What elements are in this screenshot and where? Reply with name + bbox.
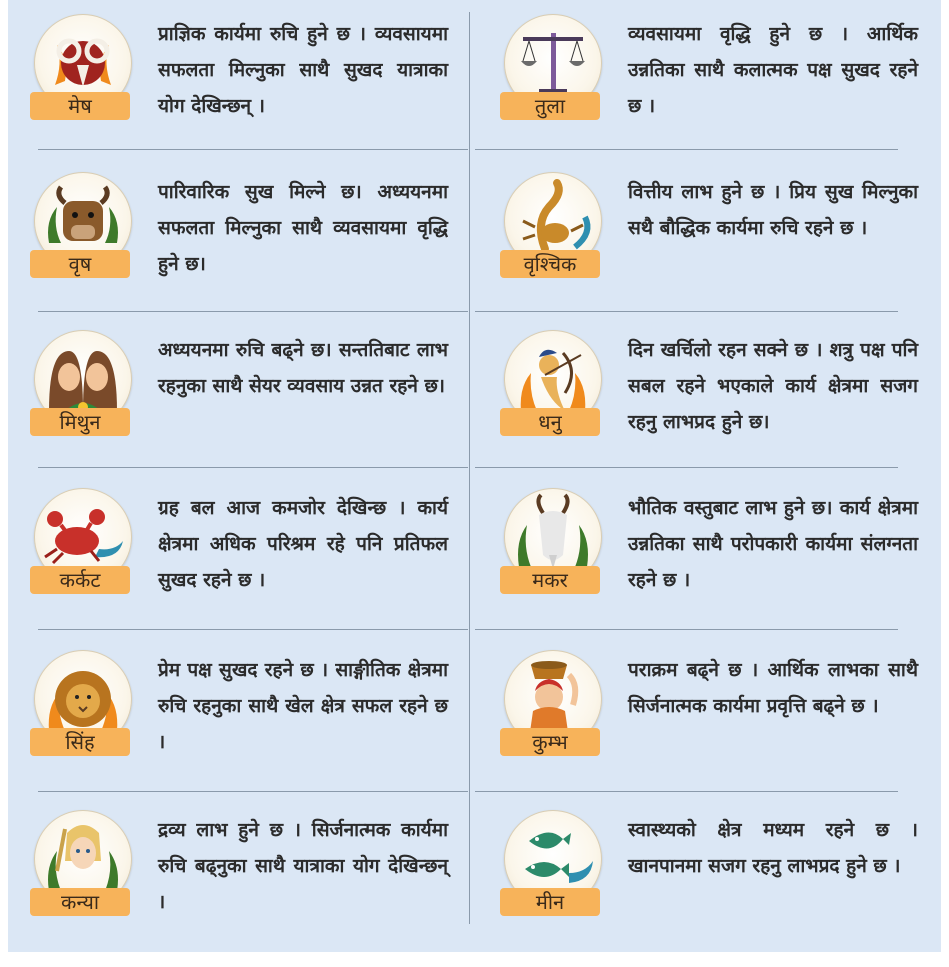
horoscope-entry-leo [30,646,470,766]
horoscope-entry-sagittarius [500,326,940,446]
horoscope-text: प्रेम पक्ष सुखद रहने छ । साङ्गीतिक क्षेत्रमा रुचि रहनुका साथै खेल क्षेत्र सफल रहने छ । [158,659,448,753]
sign-label: सिंह [30,728,130,756]
horoscope-entry-cancer [30,484,470,604]
sign-label: मिथुन [30,408,130,436]
row-divider [475,791,898,792]
horoscope-entry-virgo [30,806,470,926]
horoscope-entry-taurus [30,168,470,288]
horoscope-entry-scorpio [500,168,940,288]
horoscope-entry-gemini [30,326,470,446]
sign-label: मेष [30,92,130,120]
row-divider [475,629,898,630]
row-divider [38,629,468,630]
sign-label: मीन [500,888,600,916]
horoscope-entry-aquarius [500,646,940,766]
horoscope-text: ग्रह बल आज कमजोर देखिन्छ । कार्य क्षेत्रमा अधिक परिश्रम रहे पनि प्रतिफल सुखद रहने छ । [158,497,448,591]
horoscope-text: दिन खर्चिलो रहन सक्ने छ । शत्रु पक्ष पनि सबल रहने भएकाले कार्य क्षेत्रमा सजग रहनु लाभप्रद हुने छ। [628,339,918,433]
column-divider [469,12,470,924]
horoscope-text: स्वास्थ्यको क्षेत्र मध्यम रहने छ । खानपानमा सजग रहनु लाभप्रद हुने छ । [628,819,918,877]
row-divider [475,467,898,468]
row-divider [38,791,468,792]
sign-label: कुम्भ [500,728,600,756]
horoscope-entry-capricorn [500,484,940,604]
sign-label: कन्या [30,888,130,916]
row-divider [38,311,468,312]
row-divider [475,149,898,150]
horoscope-text: द्रव्य लाभ हुने छ । सिर्जनात्मक कार्यमा रुचि बढ्नुका साथै यात्राका योग देखिन्छन् । [158,819,448,913]
horoscope-text: वित्तीय लाभ हुने छ । प्रिय सुख मिल्नुका सथै बौद्धिक कार्यमा रुचि रहने छ । [628,181,918,239]
horoscope-entry-libra [500,10,940,130]
horoscope-text: प्राज्ञिक कार्यमा रुचि हुने छ । व्यवसायमा सफलता मिल्नुका साथै सुखद यात्राका योग देखिन्छन् । [158,23,448,117]
horoscope-text: पारिवारिक सुख मिल्ने छ। अध्ययनमा सफलता मिल्नुका साथै व्यवसायमा वृद्धि हुने छ। [158,181,448,275]
horoscope-text: अध्ययनमा रुचि बढ्ने छ। सन्ततिबाट लाभ रहनुका साथै सेयर व्यवसाय उन्नत रहने छ। [158,339,448,397]
horoscope-text: भौतिक वस्तुबाट लाभ हुने छ। कार्य क्षेत्रमा उन्नतिका साथै परोपकारी कार्यमा संलग्नता रहने छ । [628,497,918,591]
sign-label: वृश्चिक [500,250,600,278]
sign-label: धनु [500,408,600,436]
row-divider [475,311,898,312]
sign-label: वृष [30,250,130,278]
horoscope-entry-pisces [500,806,940,926]
horoscope-entry-aries [30,10,470,130]
row-divider [38,149,468,150]
sign-label: तुला [500,92,600,120]
sign-label: कर्कट [30,566,130,594]
horoscope-text: व्यवसायमा वृद्धि हुने छ । आर्थिक उन्नतिका साथै कलात्मक पक्ष सुखद रहने छ । [628,23,918,117]
row-divider [38,467,468,468]
horoscope-text: पराक्रम बढ्ने छ । आर्थिक लाभका साथै सिर्जनात्मक कार्यमा प्रवृत्ति बढ्ने छ । [628,659,918,717]
sign-label: मकर [500,566,600,594]
